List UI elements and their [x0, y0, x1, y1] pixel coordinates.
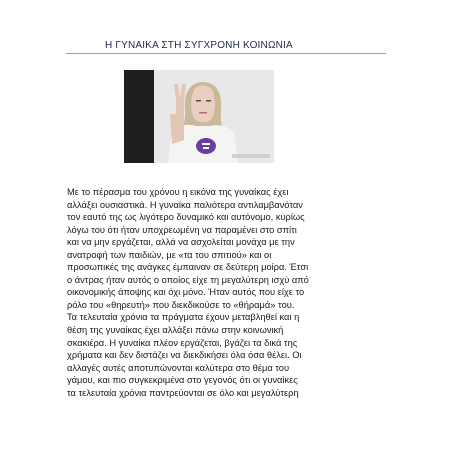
- body-line: Με το πέρασμα του χρόνου η εικόνα της γυναίκας έχει: [67, 187, 289, 197]
- body-line: προσωπικές της ανάγκες έμπαιναν σε δεύτερη μοίρα. Έτσι: [67, 262, 309, 273]
- body-line: αλλαγές αυτές αποτυπώνονται καλύτερα στο θέμα του: [67, 362, 290, 373]
- woman-figure-illustration: [124, 70, 274, 163]
- body-line: οικονομικής άποψης και όχι μόνο. Ήταν αυτός που είχε το: [67, 287, 305, 298]
- body-line: ο άντρας ήταν αυτός ο οποίος είχε τη μεγαλύτερη ισχύ από: [67, 274, 309, 285]
- body-line: αλλάξει ουσιαστικά. Η γυναίκα παλιότερα αντιλαμβανόταν: [67, 199, 303, 210]
- body-line: τον εαυτό της ως λιγότερο δυναμικό και αυτόνομο, κυρίως: [67, 212, 305, 223]
- body-line: θέση της γυναίκας έχει αλλάξει πάνω στην κοινωνική: [67, 325, 284, 336]
- body-line: ανατροφή των παιδιών, με «τα του σπιτιού» και οι: [67, 249, 272, 260]
- body-line: και να μην εργάζεται, αλλά να ασχολείται μονάχα με την: [67, 237, 295, 248]
- body-line: τα τελευταία χρόνια παντρεύονται σε όλο και μεγαλύτερη: [67, 387, 299, 398]
- body-line: σκακιέρα. Η γυναίκα πλέον εργάζεται, βγάζει τα δικά της: [67, 337, 298, 348]
- woman-photo: [124, 70, 274, 163]
- body-line: χρήματα και δεν διστάζει να διεκδικήσει όλα όσα θέλει. Οι: [67, 350, 302, 361]
- body-line: Τα τελευταία χρόνια τα πράγματα έχουν μεταβληθεί και η: [67, 312, 300, 323]
- body-line: γάμου, και πιο συγκεκριμένα στο γεγονός ότι οι γυναίκες: [67, 375, 298, 386]
- article-body: [67, 186, 397, 399]
- body-line: λόγω του ότι ήταν υποχρεωμένη να παραμένει στο σπίτι: [67, 224, 297, 235]
- body-line: ρόλο του «θηρευτή» που διεκδικούσε το «θήραμά» του.: [67, 299, 295, 310]
- page-title: Η ΓΥΝΑΙΚΑ ΣΤΗ ΣΥΓΧΡΟΝΗ ΚΟΙΝΩΝΙΑ: [105, 40, 293, 51]
- title-underline: [66, 53, 386, 54]
